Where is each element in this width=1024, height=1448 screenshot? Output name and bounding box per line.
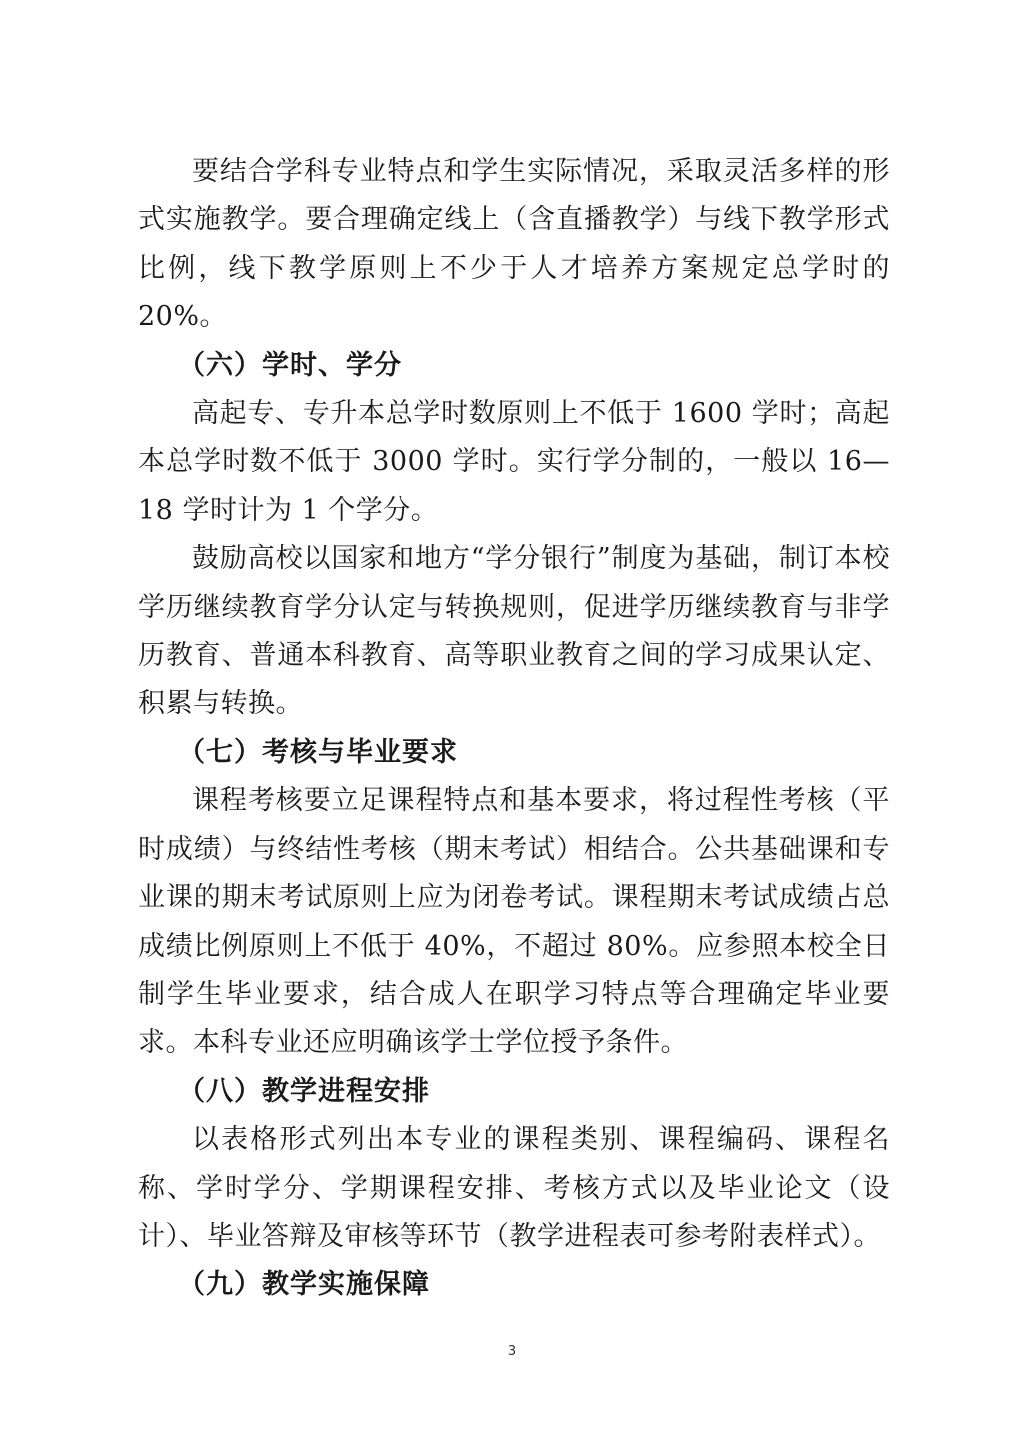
paragraph-assessment: 课程考核要立足课程特点和基本要求，将过程性考核（平时成绩）与终结性考核（期末考试）相结合。公共基础课和专业课的期末考试原则上应为闭卷考试。课程期末考试成绩占总成绩比例原则上不低于 40%，不超过 80%。应参照本校全日制学生毕业要求，结合成人在职学习特点等合理确定毕业要求。本科专业还应明确该学士学位授予条件。 <box>138 785 890 1059</box>
paragraph-total-hours: 高起专、专升本总学时数原则上不低于 1600 学时；高起本总学时数不低于 3000 学时。实行学分制的，一般以 16—18 学时计为 1 个学分。 <box>138 398 890 526</box>
paragraph-schedule: 以表格形式列出本专业的课程类别、课程编码、课程名称、学时学分、学期课程安排、考核方式以及毕业论文（设计）、毕业答辩及审核等环节（教学进程表可参考附表样式）。 <box>138 1124 890 1252</box>
paragraph-teaching-forms: 要结合学科专业特点和学生实际情况，采取灵活多样的形式实施教学。要合理确定线上（含直播教学）与线下教学形式比例，线下教学原则上不少于人才培养方案规定总学时的20%。 <box>138 156 890 333</box>
document-body <box>138 148 890 1310</box>
page-number: 3 <box>507 1344 517 1359</box>
section-heading-guarantee: （九）教学实施保障 <box>178 1269 430 1301</box>
section-heading-schedule: （八）教学进程安排 <box>178 1075 430 1107</box>
section-heading-assessment: （七）考核与毕业要求 <box>178 736 458 768</box>
paragraph-credit-bank: 鼓励高校以国家和地方“学分银行”制度为基础，制订本校学历继续教育学分认定与转换规则，促进学历继续教育与非学历教育、普通本科教育、高等职业教育之间的学习成果认定、积累与转换。 <box>138 543 890 720</box>
section-heading-credit-hours: （六）学时、学分 <box>178 349 402 381</box>
